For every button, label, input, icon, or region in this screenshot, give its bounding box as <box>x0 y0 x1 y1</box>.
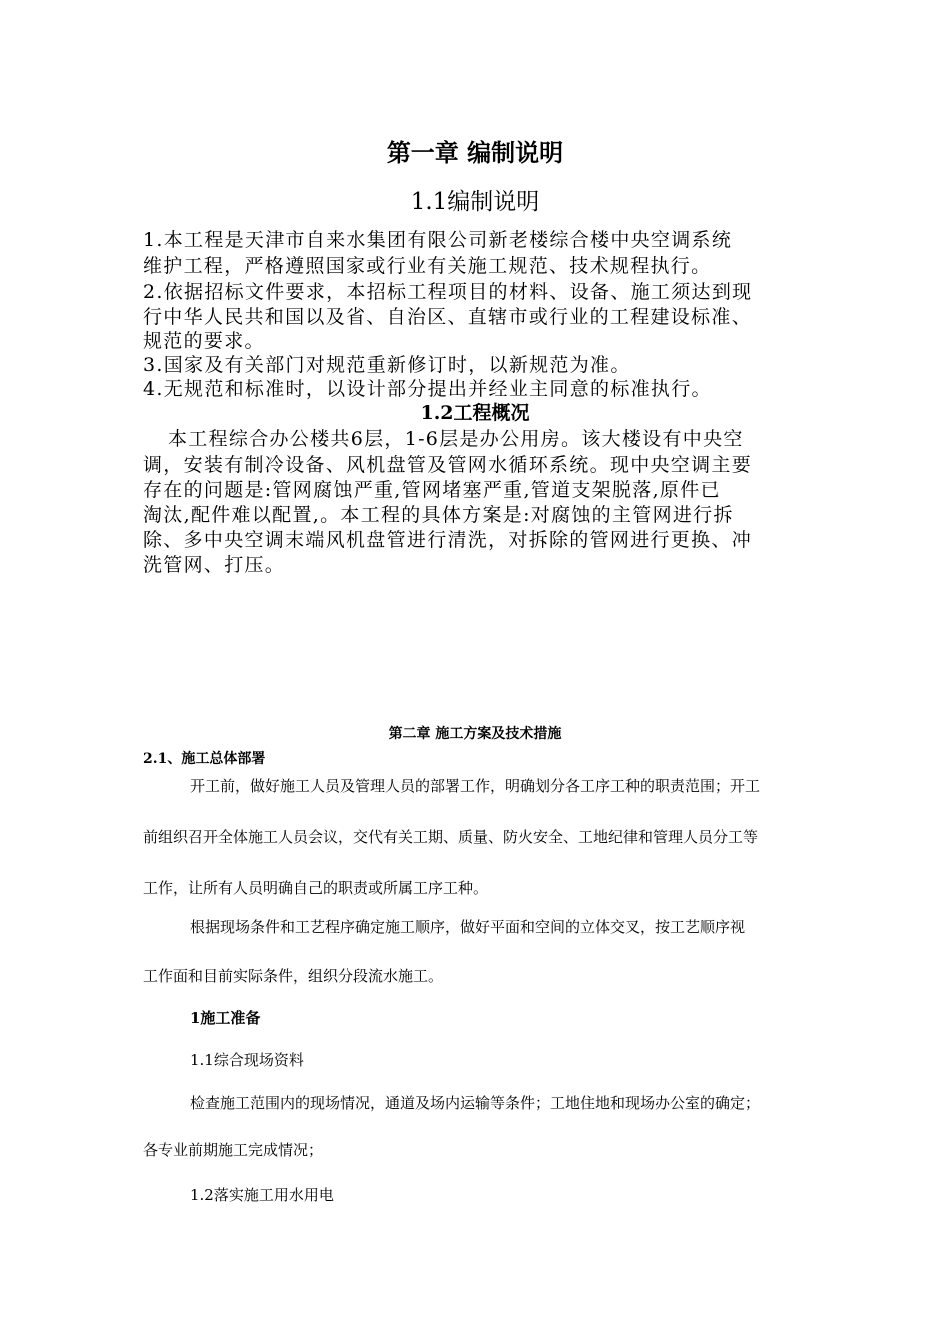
paragraph-line: 淘汰,配件难以配置,。本工程的具体方案是:对腐蚀的主管网进行拆 <box>143 504 734 526</box>
chapter-2-title: 第二章 施工方案及技术措施 <box>388 726 562 742</box>
section-1-1-heading: 1.1编制说明 <box>410 189 540 215</box>
paragraph-line: 维护工程，严格遵照国家或行业有关施工规范、技术规程执行。 <box>143 255 712 277</box>
paragraph-line: 洗管网、打压。 <box>143 554 286 576</box>
paragraph-line: 存在的问题是:管网腐蚀严重,管网堵塞严重,管道支架脱落,原件已 <box>143 479 721 501</box>
paragraph-line: 各专业前期施工完成情况； <box>143 1141 324 1159</box>
paragraph-line: 前组织召开全体施工人员会议，交代有关工期、质量、防火安全、工地纪律和管理人员分工等 <box>143 828 759 846</box>
paragraph-line: 2.依据招标文件要求，本招标工程项目的材料、设备、施工须达到现 <box>143 281 753 303</box>
paragraph-line: 工作面和目前实际条件，组织分段流水施工。 <box>143 967 444 985</box>
paragraph-line: 1.本工程是天津市自来水集团有限公司新老楼综合楼中央空调系统 <box>143 229 733 251</box>
paragraph-line: 检查施工范围内的现场情况，通道及场内运输等条件；工地住地和现场办公室的确定； <box>190 1094 761 1112</box>
paragraph-line: 除、多中央空调末端风机盘管进行清洗，对拆除的管网进行更换、冲 <box>143 529 753 551</box>
section-2-1-heading: 2.1、施工总体部署 <box>143 751 266 767</box>
subsection-heading: 1.2落实施工用水用电 <box>190 1186 334 1204</box>
paragraph-line: 开工前，做好施工人员及管理人员的部署工作，明确划分各工序工种的职责范围；开工 <box>190 777 761 795</box>
paragraph-line: 本工程综合办公楼共6层，1-6层是办公用房。该大楼设有中央空 <box>168 428 744 450</box>
chapter-1-title: 第一章 编制说明 <box>386 138 564 167</box>
section-1-2-heading: 1.2工程概况 <box>420 402 530 424</box>
paragraph-line: 根据现场条件和工艺程序确定施工顺序，做好平面和空间的立体交叉，按工艺顺序视 <box>190 918 746 936</box>
paragraph-line: 行中华人民共和国以及省、自治区、直辖市或行业的工程建设标准、 <box>143 306 753 328</box>
subsection-heading: 1.1综合现场资料 <box>190 1051 304 1069</box>
paragraph-line: 3.国家及有关部门对规范重新修订时，以新规范为准。 <box>143 354 631 376</box>
paragraph-line: 调，安装有制冷设备、风机盘管及管网水循环系统。现中央空调主要 <box>143 454 753 476</box>
paragraph-line: 工作，让所有人员明确自己的职责或所属工序工种。 <box>143 879 489 897</box>
paragraph-line: 规范的要求。 <box>143 330 265 352</box>
paragraph-line: 4.无规范和标准时，以设计部分提出并经业主同意的标准执行。 <box>143 378 712 400</box>
construction-prep-heading: 1施工准备 <box>190 1009 261 1027</box>
